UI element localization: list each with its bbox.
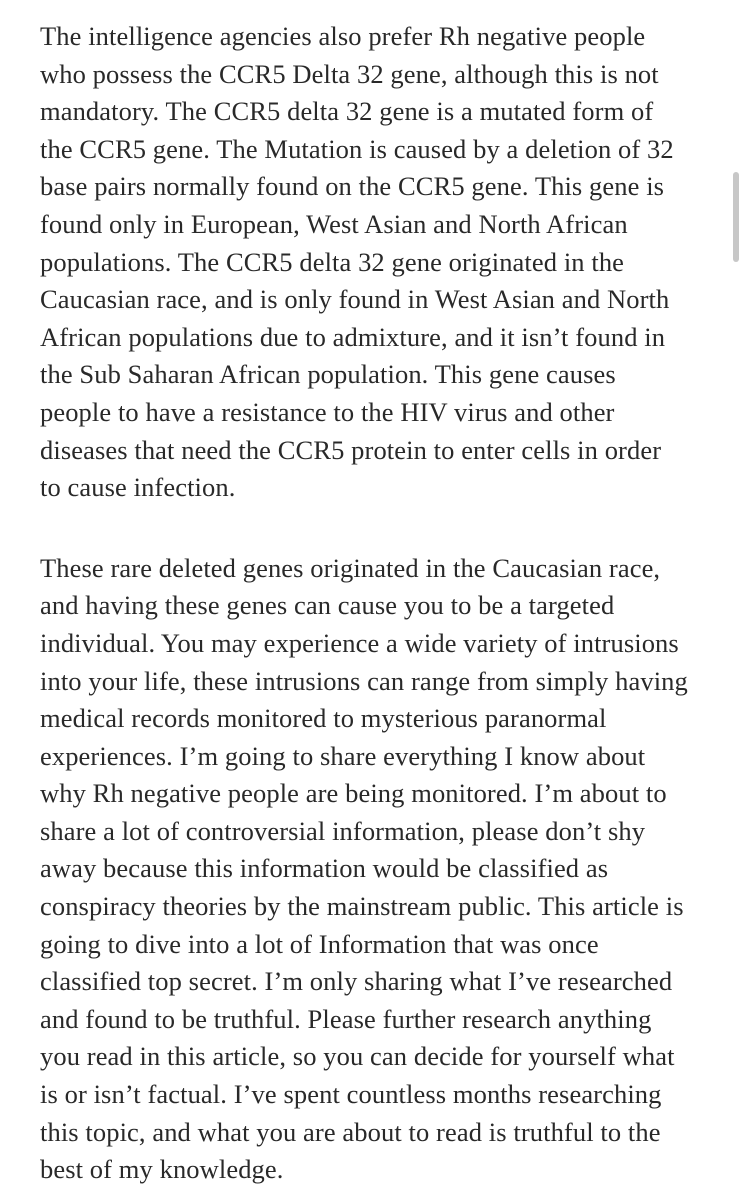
text-line: Caucasian race, and is only found in West Asian and North	[40, 284, 670, 315]
text-line: diseases that need the CCR5 protein to enter cells in order	[40, 434, 662, 465]
scrollbar-thumb[interactable]	[733, 172, 739, 262]
text-line: the CCR5 gene. The Mutation is caused by a deletion of 32	[40, 133, 674, 164]
text-line: found only in European, West Asian and North African	[40, 208, 628, 239]
text-line: medical records monitored to mysterious paranormal	[40, 703, 607, 734]
text-line: away because this information would be classified as	[40, 853, 609, 884]
text-line: individual. You may experience a wide variety of intrusions	[40, 627, 679, 658]
text-line: the Sub Saharan African population. This gene causes	[40, 359, 616, 390]
text-line: base pairs normally found on the CCR5 gene. This gene is	[40, 171, 665, 202]
text-line: experiences. I’m going to share everything I know about	[40, 740, 646, 771]
text-line: conspiracy theories by the mainstream public. This article is	[40, 891, 684, 922]
text-line: share a lot of controversial information, please don’t shy	[40, 815, 646, 846]
text-line: classified top secret. I’m only sharing what I’ve researched	[40, 966, 673, 997]
text-line: into your life, these intrusions can range from simply having	[40, 665, 688, 696]
text-line: African populations due to admixture, and it isn’t found in	[40, 321, 666, 352]
paragraph-targeted	[40, 550, 740, 1189]
text-line: mandatory. The CCR5 delta 32 gene is a mutated form of	[40, 96, 654, 127]
text-line: populations. The CCR5 delta 32 gene originated in the	[40, 246, 625, 277]
text-line: who possess the CCR5 Delta 32 gene, although this is not	[40, 58, 659, 89]
text-line: The intelligence agencies also prefer Rh negative people	[40, 21, 646, 51]
article-body	[40, 18, 740, 1189]
paragraph-spacer	[40, 507, 740, 550]
paragraph-ccr5	[40, 18, 740, 507]
text-line: going to dive into a lot of Information that was once	[40, 928, 599, 959]
text-line: These rare deleted genes originated in the Caucasian race,	[40, 552, 661, 583]
text-line: and having these genes can cause you to be a targeted	[40, 590, 615, 621]
text-line: you read in this article, so you can decide for yourself what	[40, 1041, 675, 1072]
text-line: is or isn’t factual. I’ve spent countless months researching	[40, 1079, 662, 1110]
text-line: why Rh negative people are being monitored. I’m about to	[40, 778, 667, 809]
text-line: this topic, and what you are about to read is truthful to the	[40, 1116, 661, 1147]
text-line: people to have a resistance to the HIV virus and other	[40, 396, 615, 427]
text-line: to cause infection.	[40, 472, 236, 503]
text-line: best of my knowledge.	[40, 1154, 284, 1185]
text-line: and found to be truthful. Please further research anything	[40, 1003, 652, 1034]
